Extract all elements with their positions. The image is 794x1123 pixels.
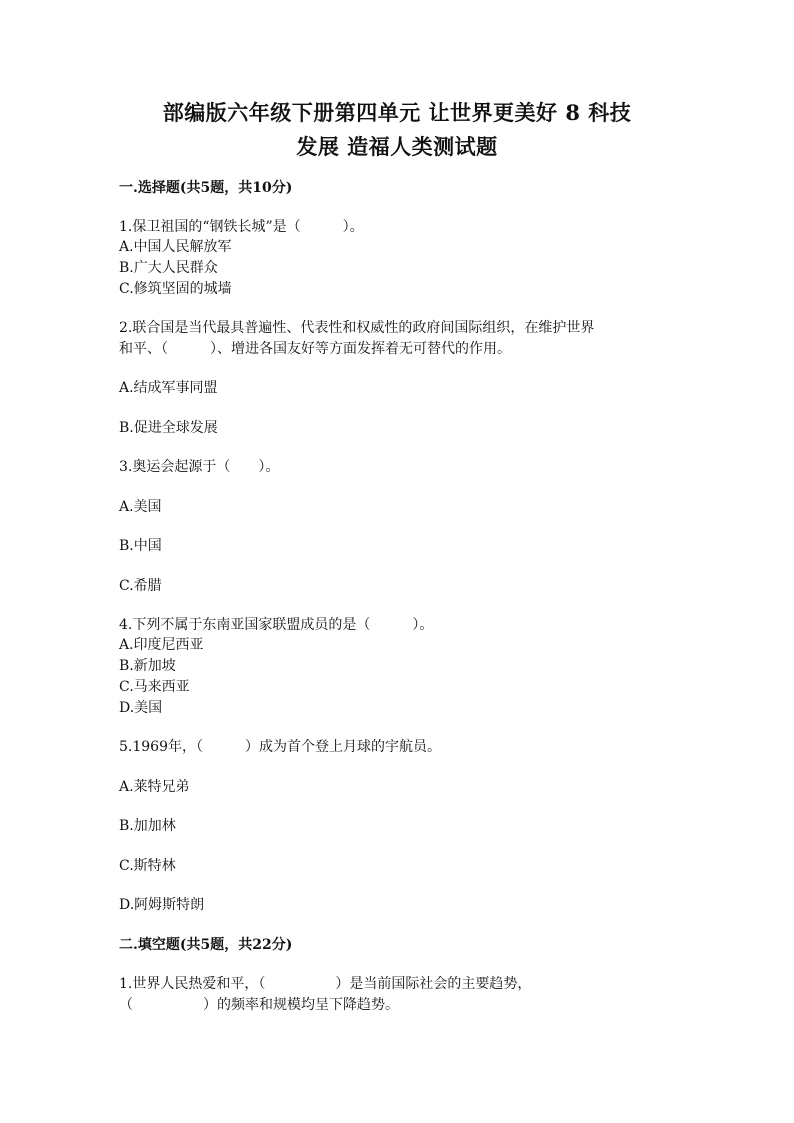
fill-question-1-stem-line-1: 1.世界人民热爱和平，（ ）是当前国际社会的主要趋势， [119, 976, 532, 992]
question-2-option-b: B.促进全球发展 [119, 420, 218, 436]
question-4-option-b: B.新加坡 [119, 658, 176, 674]
question-2-stem-line-1: 2.联合国是当代最具普遍性、代表性和权威性的政府间国际组织，在维护世界 [119, 320, 595, 336]
document-title-line-2: 发展 造福人类测试题 [296, 134, 498, 159]
fill-question-1-stem-line-2: （ ）的频率和规模均呈下降趋势。 [119, 997, 399, 1013]
question-1-option-a: A.中国人民解放军 [119, 239, 232, 255]
question-4-option-c: C.马来西亚 [119, 679, 190, 695]
question-4-option-d: D.美国 [119, 700, 163, 716]
question-5-option-d: D.阿姆斯特朗 [119, 897, 205, 913]
question-4-stem: 4.下列不属于东南亚国家联盟成员的是（ ）。 [119, 617, 434, 633]
question-5-option-b: B.加加林 [119, 818, 176, 834]
section-heading-multiple-choice: 一.选择题(共5题，共10分) [119, 180, 293, 196]
question-3-option-a: A.美国 [119, 499, 162, 515]
question-3-option-b: B.中国 [119, 538, 162, 554]
question-1-option-b: B.广大人民群众 [119, 260, 218, 276]
question-1-option-c: C.修筑坚固的城墙 [119, 281, 232, 297]
question-4-option-a: A.印度尼西亚 [119, 637, 204, 653]
question-5-option-c: C.斯特林 [119, 858, 176, 874]
question-2-option-a: A.结成军事同盟 [119, 380, 218, 396]
question-2-stem-line-2: 和平、（ ）、增进各国友好等方面发挥着无可替代的作用。 [119, 341, 511, 357]
document-title-line-1: 部编版六年级下册第四单元 让世界更美好 8 科技 [162, 100, 632, 125]
question-3-stem: 3.奥运会起源于（ ）。 [119, 459, 280, 475]
question-1-stem: 1.保卫祖国的“钢铁长城”是（ ）。 [119, 219, 364, 235]
question-5-option-a: A.莱特兄弟 [119, 779, 190, 795]
section-heading-fill-in-blank: 二.填空题(共5题，共22分) [119, 937, 293, 953]
question-5-stem: 5.1969年，（ ）成为首个登上月球的宇航员。 [119, 739, 441, 755]
question-3-option-c: C.希腊 [119, 578, 162, 594]
